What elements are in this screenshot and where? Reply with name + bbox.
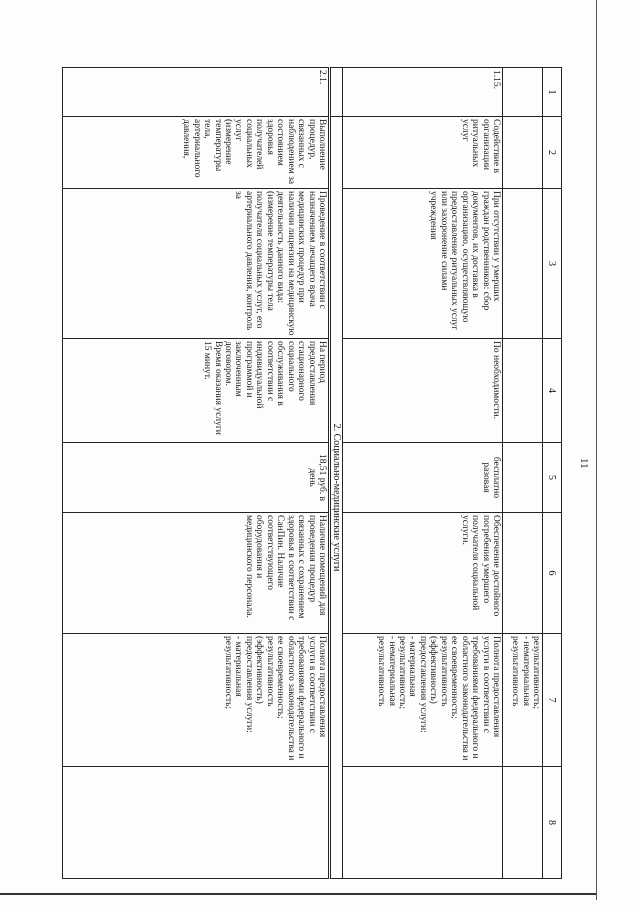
results-cell: результативность; - нематериальная результативность	[503, 634, 543, 767]
table-row	[343, 68, 503, 879]
header-cell: 3	[543, 189, 562, 339]
section-title: 2. Социально-медицинские услуги	[330, 117, 343, 879]
service-term: По необходимости.	[343, 339, 503, 443]
header-cell: 1	[543, 68, 562, 117]
service-results: Полнота предоставления услуги в соответствии с требованиями федерального и областного законодательства и ее своевременность; результативность (эффективность) предоставления услуги: - материальная результативность; - нематериальная результативность	[343, 634, 503, 767]
header-cell: 5	[543, 443, 562, 513]
scan-edge-line	[596, 0, 597, 900]
section-row	[330, 68, 343, 879]
service-description: При отсутствии у умерших граждан родственников: сбор документов, их доставка в организацию, осуществляющую предоставление ритуальных услуг или захоронение силами учреждения	[343, 189, 503, 339]
service-name: Выполнение процедур, связанных с наблюдением за состоянием здоровья получателей социальных услуг (измерение температуры тела, артериального давления,	[63, 117, 330, 189]
continuation-row	[503, 68, 543, 879]
page-number: 11	[578, 458, 590, 469]
header-cell: 7	[543, 634, 562, 767]
header-cell: 8	[543, 767, 562, 879]
service-conditions: Обеспечение достойного погребения умершего получателя социальной услуги.	[343, 513, 503, 634]
service-name: Содействие в организации ритуальных услуг	[343, 117, 503, 189]
service-conditions: Наличие помещений для проведения процедур связанных с сохранением здоровья в соответствии с СанПин. Наличие соответствующего оборудования и медицинского персонала.	[63, 513, 330, 634]
service-price: бесплатно разовая	[343, 443, 503, 513]
row-number: 1.15.	[343, 68, 503, 117]
services-table	[62, 67, 562, 879]
service-term: На период предоставления стационарного социального обслуживания в соответствии с индивидуальной программой и заключенным договором. Время оказания услуги 15 минут.	[63, 339, 330, 443]
row-number: 2.1.	[63, 68, 330, 117]
service-description: Проведение в соответствии с назначением лечащего врача медицинских процедур при наличии лицензии на медицинскую деятельность данного вида: (измерение температуры тела получателя социальных услуг, его артериального давления, контроль за	[63, 189, 330, 339]
header-cell: 2	[543, 117, 562, 189]
service-results: Полнота предоставления услуги в соответствии с требованиями федерального и областного законодательства и ее своевременность; результативность (эффективность) предоставления услуги: - материальная результативность;	[63, 634, 330, 767]
rotated-table-container	[62, 67, 562, 878]
table-row	[63, 68, 330, 879]
scan-bottom-line	[0, 893, 596, 895]
header-cell: 6	[543, 513, 562, 634]
header-row	[543, 68, 562, 879]
header-cell: 4	[543, 339, 562, 443]
service-price: 18,51 руб. в день	[63, 443, 330, 513]
